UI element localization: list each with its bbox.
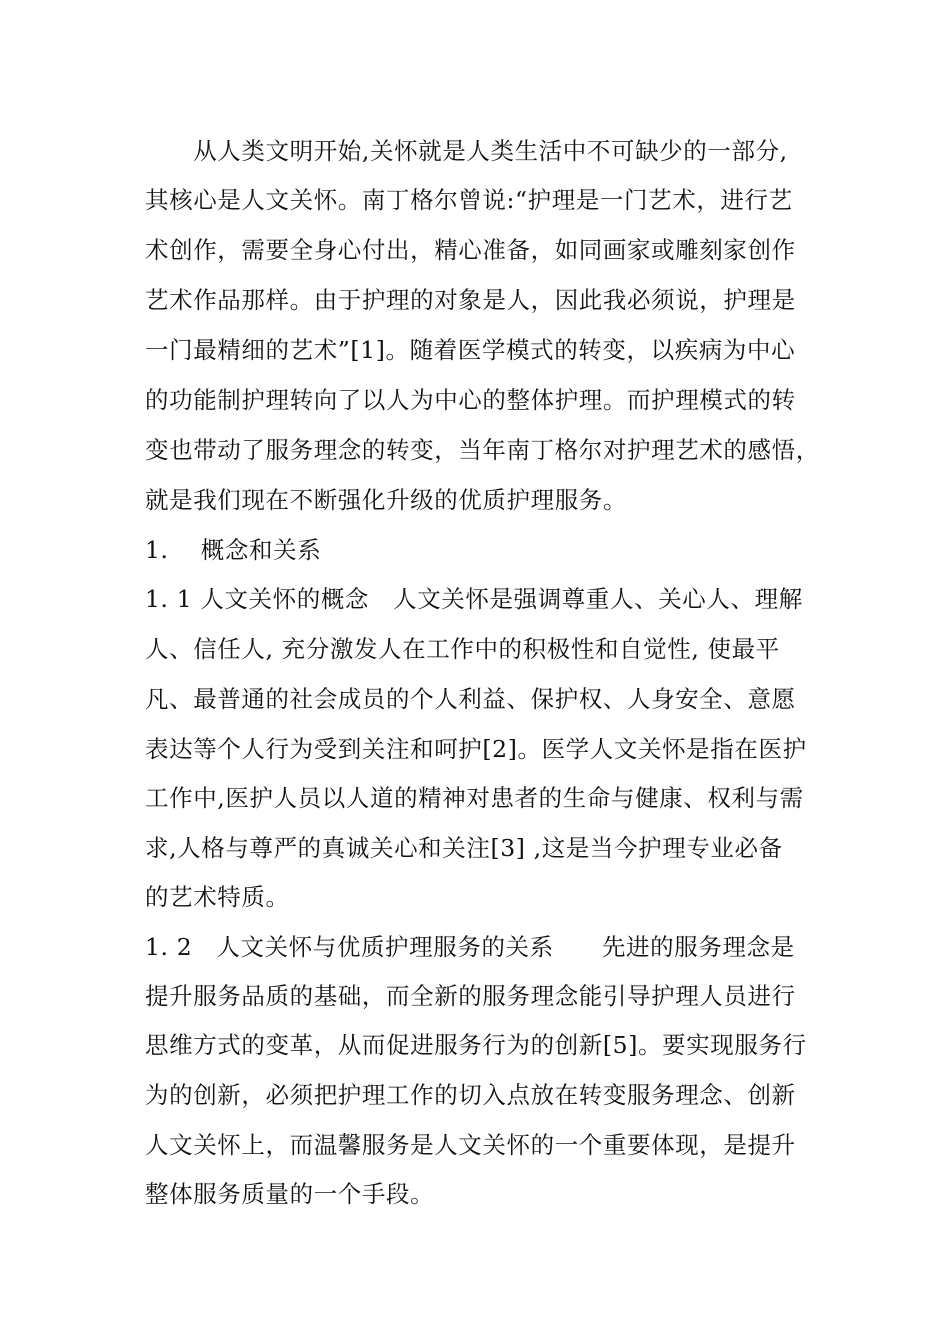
subsection-heading-line: 1. 2 人文关怀与优质护理服务的关系 先进的服务理念是 <box>145 933 795 961</box>
text-line: 整体服务质量的一个手段。 <box>145 1180 435 1208</box>
text-line: 为的创新，必须把护理工作的切入点放在转变服务理念、创新 <box>145 1081 796 1109</box>
text-line: 思维方式的变革，从而促进服务行为的创新[5]。要实现服务行 <box>145 1031 807 1059</box>
text-line: 的功能制护理转向了以人为中心的整体护理。而护理模式的转 <box>145 386 796 414</box>
text-line: 工作中,医护人员以人道的精神对患者的生命与健康、权利与需 <box>145 784 804 812</box>
text-line: 人、信任人, 充分激发人在工作中的积极性和自觉性, 使最平 <box>145 635 780 663</box>
text-line: 艺术作品那样。由于护理的对象是人，因此我必须说，护理是 <box>145 286 796 314</box>
text-line: 从人类文明开始,关怀就是人类生活中不可缺少的一部分, <box>145 137 788 165</box>
text-line: 一门最精细的艺术”[1]。随着医学模式的转变，以疾病为中心 <box>145 336 796 364</box>
text-line: 的艺术特质。 <box>145 883 290 911</box>
text-line: 其核心是人文关怀。南丁格尔曾说:“护理是一门艺术，进行艺 <box>145 186 793 214</box>
subsection-heading-line: 1. 1 人文关怀的概念 人文关怀是强调尊重人、关心人、理解 <box>145 585 803 613</box>
text-line: 凡、最普通的社会成员的个人利益、保护权、人身安全、意愿 <box>145 685 796 713</box>
text-line: 表达等个人行为受到关注和呵护[2]。医学人文关怀是指在医护 <box>145 735 807 763</box>
text-line: 就是我们现在不断强化升级的优质护理服务。 <box>145 486 627 514</box>
text-line: 提升服务品质的基础，而全新的服务理念能引导护理人员进行 <box>145 982 796 1010</box>
section-heading: 1. 概念和关系 <box>145 536 322 564</box>
text-line: 人文关怀上，而温馨服务是人文关怀的一个重要体现，是提升 <box>145 1131 796 1159</box>
text-line: 变也带动了服务理念的转变，当年南丁格尔对护理艺术的感悟， <box>145 436 820 464</box>
text-line: 术创作，需要全身心付出，精心准备，如同画家或雕刻家创作 <box>145 236 796 264</box>
text-line: 求,人格与尊严的真诚关心和关注[3] ,这是当今护理专业必备 <box>145 834 783 862</box>
